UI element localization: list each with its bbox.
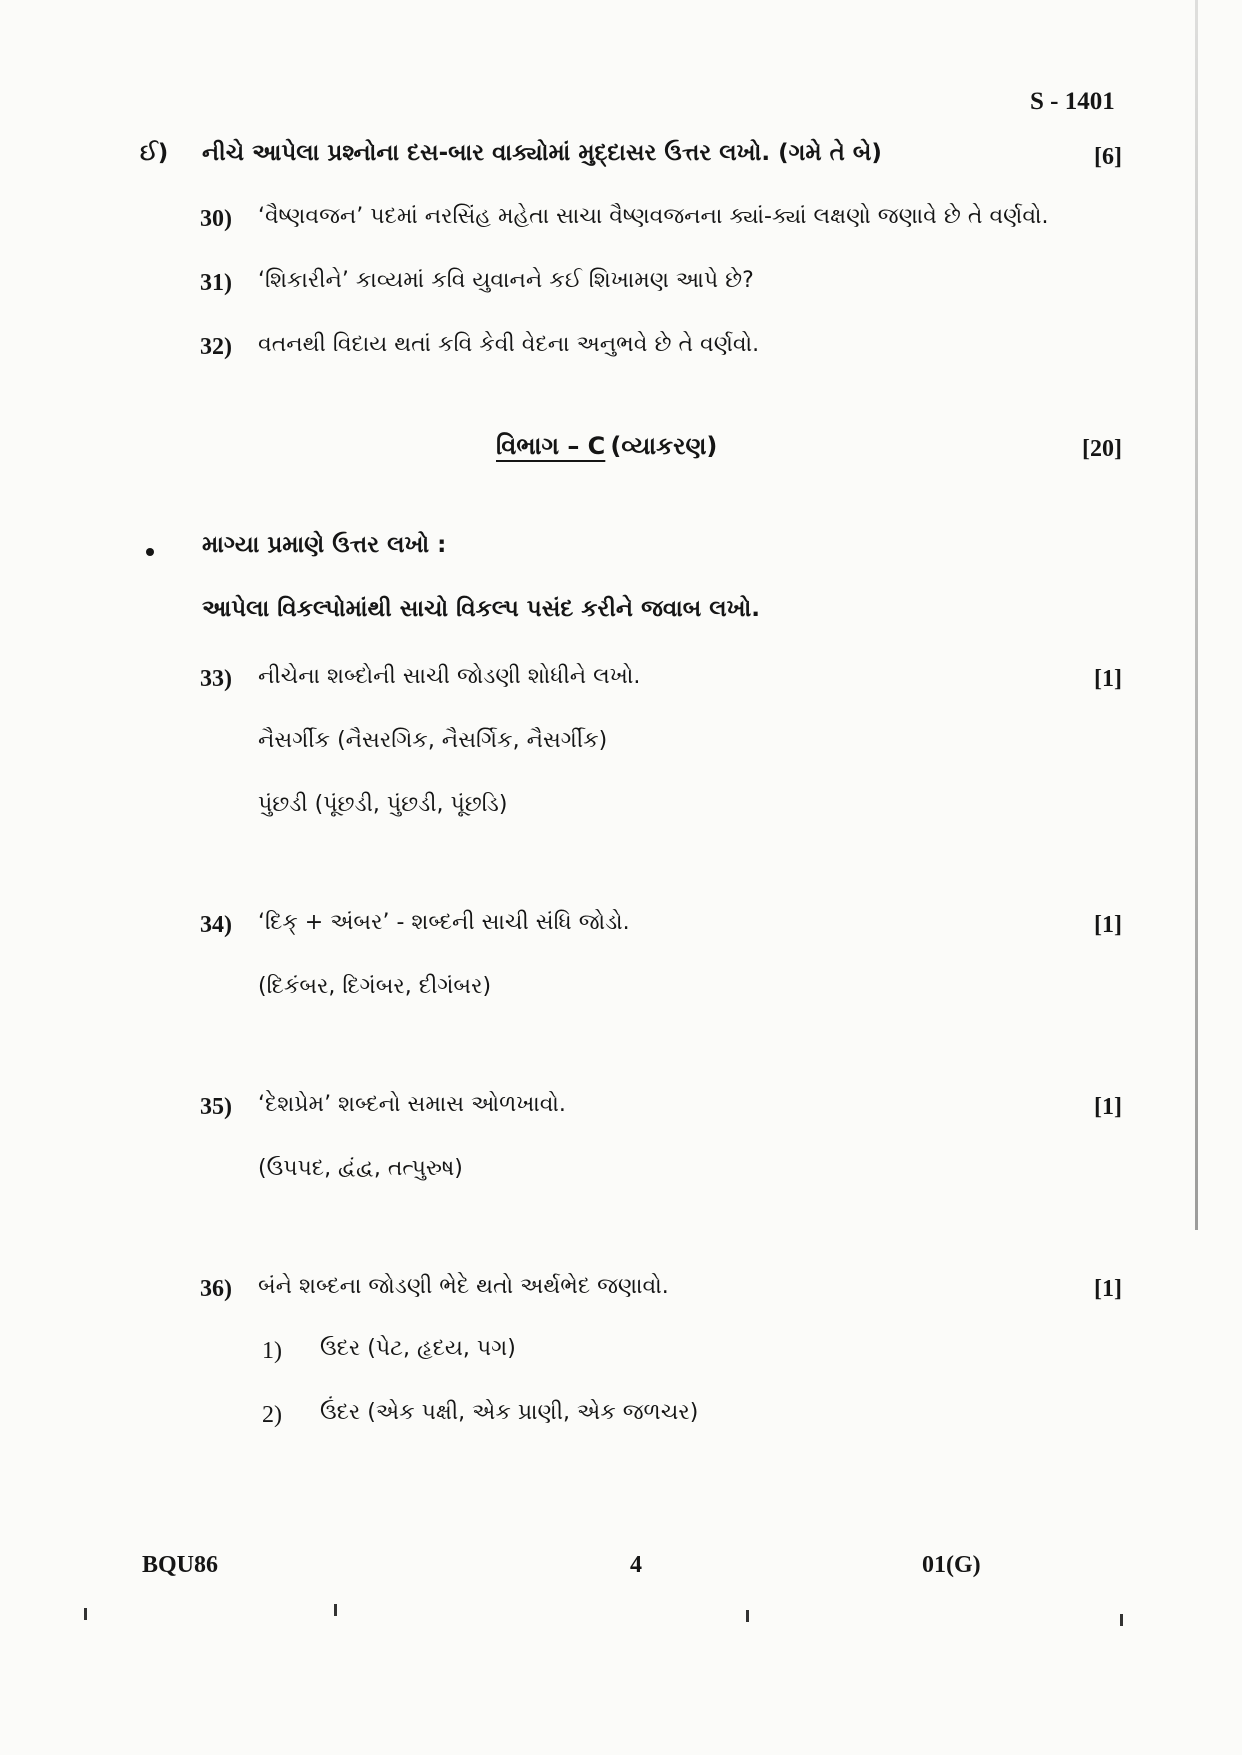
sub-item-text: ઉંદર (એક પક્ષી, એક પ્રાણી, એક જળચર) <box>320 1400 699 1425</box>
scan-mark <box>84 1608 87 1620</box>
section-c-heading <box>496 432 717 460</box>
section-e-marks: [6] <box>1094 144 1122 170</box>
scan-mark <box>746 1610 749 1622</box>
page-number: 4 <box>630 1552 642 1578</box>
question-text: ‘દિક્ + અંબર’ - શબ્દની સાચી સંધિ જોડો. <box>258 910 630 935</box>
question-marks: [1] <box>1094 1276 1122 1302</box>
question-text: બંને શબ્દના જોડણી ભેદે થતો અર્થભેદ જણાવો. <box>258 1274 669 1299</box>
sub-item-text: ઉદર (પેટ, હૃદય, પગ) <box>320 1336 516 1361</box>
section-c-instruction: માગ્યા પ્રમાણે ઉત્તર લખો : <box>202 532 447 558</box>
scan-mark <box>334 1604 337 1616</box>
section-e-label: ઈ) <box>140 140 169 166</box>
bullet-icon <box>146 548 154 556</box>
question-marks: [1] <box>1094 1094 1122 1120</box>
sub-item-number: 1) <box>262 1338 282 1364</box>
question-number: 34) <box>200 912 232 938</box>
section-c-heading-main: વિભાગ – C <box>496 432 606 460</box>
paper-code: S - 1401 <box>1030 88 1115 115</box>
section-e-instruction: નીચે આપેલા પ્રશ્નોના દસ-બાર વાક્યોમાં મુદ્દાસર ઉત્તર લખો. (ગમે તે બે) <box>202 140 882 166</box>
question-option-line: નૈસર્ગીક (નૈસરગિક, નૈસર્ગિક, નૈસર્ગીક) <box>258 728 608 753</box>
question-number: 36) <box>200 1276 232 1302</box>
question-number: 32) <box>200 334 232 360</box>
question-options: (ઉપપદ, દ્વંદ્વ, તત્પુરુષ) <box>258 1156 463 1181</box>
question-text: ‘શિકારીને’ કાવ્યમાં કવિ યુવાનને કઈ શિખામણ આપે છે? <box>258 268 754 293</box>
footer-code: BQU86 <box>142 1552 219 1578</box>
question-text: નીચેના શબ્દોની સાચી જોડણી શોધીને લખો. <box>258 664 641 689</box>
question-number: 33) <box>200 666 232 692</box>
question-marks: [1] <box>1094 912 1122 938</box>
section-c-heading-sub: (વ્યાકરણ) <box>610 432 718 460</box>
question-text: વતનથી વિદાય થતાં કવિ કેવી વેદના અનુભવે છે તે વર્ણવો. <box>258 332 760 357</box>
section-c-sub-instruction: આપેલા વિકલ્પોમાંથી સાચો વિકલ્પ પસંદ કરીને જવાબ લખો. <box>202 596 761 622</box>
page-edge <box>1195 0 1198 1230</box>
question-options: (દિકંબર, દિગંબર, દીગંબર) <box>258 974 492 999</box>
scan-mark <box>1120 1614 1123 1626</box>
question-marks: [1] <box>1094 666 1122 692</box>
question-option-line: પુંછડી (પૂંછડી, પુંછડી, પૂંછડિ) <box>258 792 508 817</box>
question-number: 31) <box>200 270 232 296</box>
question-number: 35) <box>200 1094 232 1120</box>
question-text: ‘વૈષ્ણવજન’ પદમાં નરસિંહ મહેતા સાચા વૈષ્ણવજનના ક્યાં-ક્યાં લક્ષણો જણાવે છે તે વર્ણવો. <box>258 204 1049 229</box>
question-number: 30) <box>200 206 232 232</box>
question-text: ‘દેશપ્રેમ’ શબ્દનો સમાસ ઓળખાવો. <box>258 1092 566 1117</box>
sub-item-number: 2) <box>262 1402 282 1428</box>
footer-series: 01(G) <box>922 1552 981 1578</box>
section-c-marks: [20] <box>1082 436 1122 462</box>
